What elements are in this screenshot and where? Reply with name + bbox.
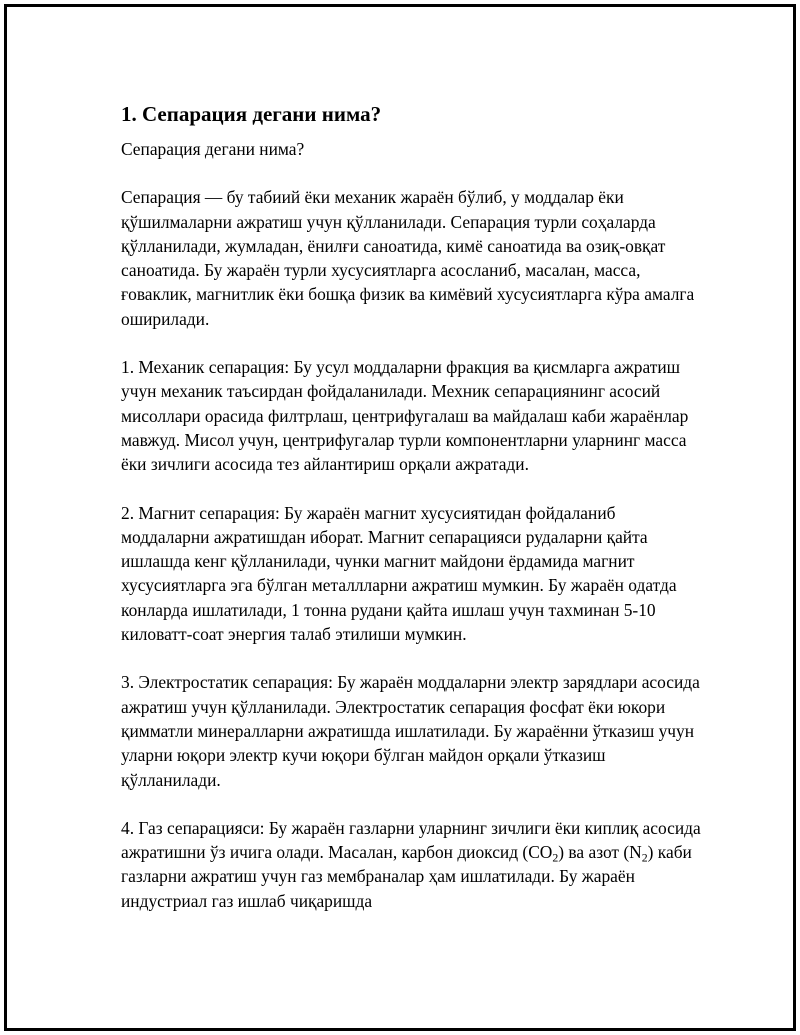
document-body	[121, 100, 701, 937]
paragraph-mechanical: 1. Механик сепарация: Бу усул моддаларни фракция ва қисмларга ажратиш учун механик таъсирдан фойдаланилади. Мехник сепарациянинг асосий мисоллари орасида филтрлаш, центрифугалаш ва майдалаш каби жараёнлар мавжуд. Мисол учун, центрифугалар турли компонентларни уларнинг масса ёки зичлиги асосида тез айлантириш орқали ажратади.	[121, 357, 689, 475]
gas-text-part-2: ) ва азот (N	[558, 842, 642, 863]
gas-text-part-3: ) каби газларни ажратиш учун газ мембраналар ҳам ишлатилади. Бу жараён индустриал газ ишлаб чиқаришда	[121, 842, 692, 911]
paragraph-gas	[121, 816, 701, 913]
gas-text-part-1: 4. Газ сепарацияси: Бу жараён газларни уларнинг зичлиги ёки киплиқ асосида ажратишни ўз ичига олади. Масалан, карбон диоксид (CO	[121, 817, 701, 863]
paragraph-intro: Сепарация — бу табиий ёки механик жараён бўлиб, у моддалар ёки қўшилмаларни ажратиш учун қўлланилади. Сепарация турли соҳаларда қўлланилади, жумладан, ёнилғи саноатида, кимё саноатида ва озиқ-овқат саноатида. Бу жараён турли хусусиятларга асосланиб, масалан, масса, ғоваклик, магнитлик ёки бошқа физик ва кимёвий хусусиятларга кўра амалга оширилади.	[121, 187, 695, 329]
paragraph-magnetic: 2. Магнит сепарация: Бу жараён магнит хусусиятидан фойдаланиб моддаларни ажратишдан иборат. Магнит сепарацияси рудаларни қайта ишлашда кенг қўлланилади, чунки магнит майдони ёрдамида магнит хусусиятларга эга бўлган металлларни ажратиш мумкин. Бу жараён одатда конларда ишлатилади, 1 тонна рудани қайта ишлаш учун тахминан 5-10 киловатт-соат энергия талаб этилиши мумкин.	[121, 502, 677, 645]
paragraph-electrostatic: 3. Электростатик сепарация: Бу жараён моддаларни электр зарядлари асосида ажратиш учун қўлланилади. Электростатик сепарация фосфат ёки юкори қимматли минералларни ажратишда ишлатилади. Бу жараённи ўтказиш учун уларни юқори электр кучи юқори бўлган майдон орқали ўтказиш қўлланилади.	[121, 672, 700, 790]
page-frame	[4, 4, 796, 1031]
subheading-text: Сепарация дегани нима?	[121, 139, 305, 159]
co2-subscript: 2	[552, 850, 559, 865]
section-heading: 1. Сепарация дегани нима?	[121, 102, 382, 126]
n2-subscript: 2	[641, 850, 648, 865]
